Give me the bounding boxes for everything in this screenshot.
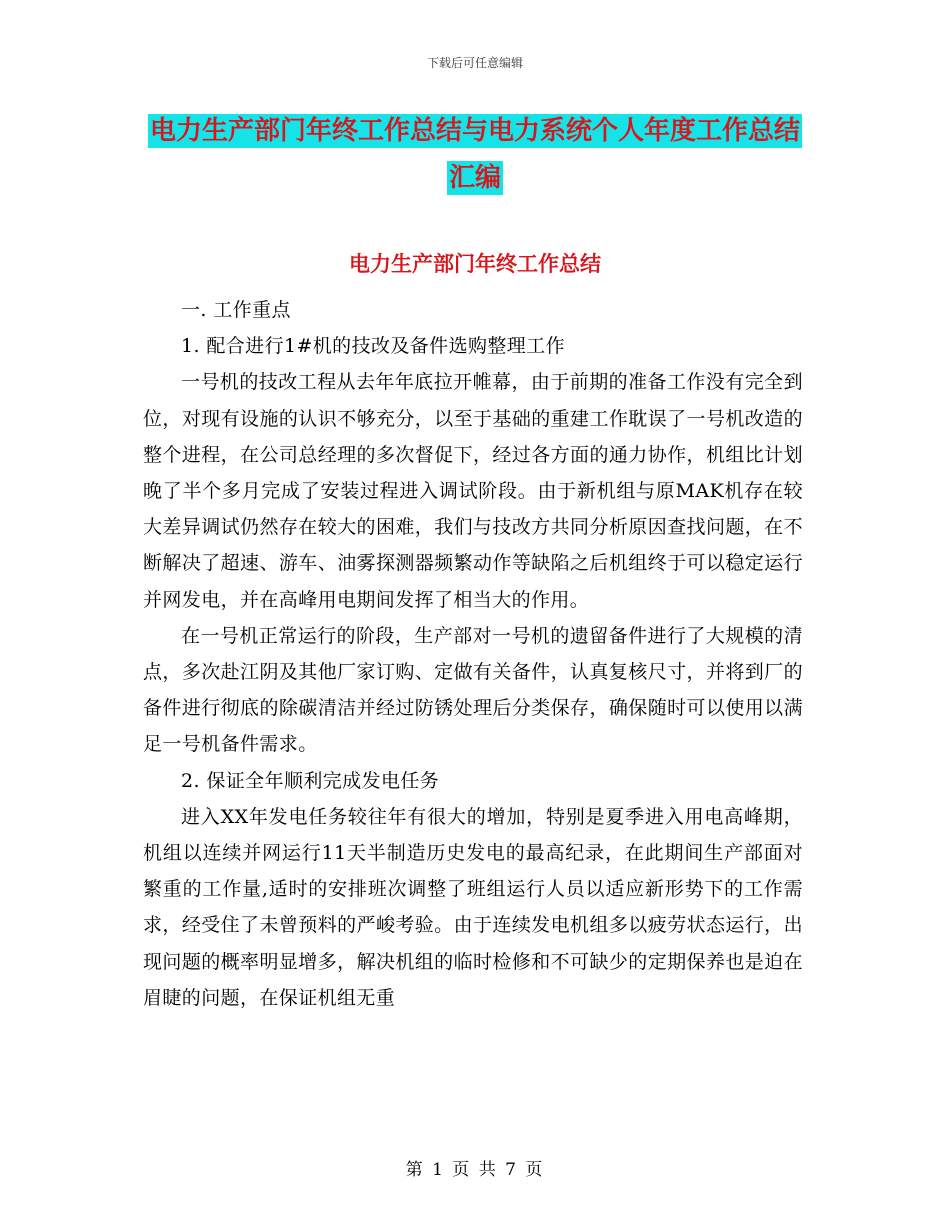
paragraph: 一号机的技改工程从去年年底拉开帷幕，由于前期的准备工作没有完全到位，对现有设施的认识不够充分，以至于基础的重建工作耽误了一号机改造的整个进程，在公司总经理的多次督促下，经过各方面的通力协作，机组比计划晚了半个多月完成了安装过程进入调试阶段。由于新机组与原MAK机存在较大差异调试仍然存在较大的困难，我们与技改方共同分析原因查找问题，在不断解决了超速、游车、油雾探测器频繁动作等缺陷之后机组终于可以稳定运行并网发电，并在高峰用电期间发挥了相当大的作用。 xyxy=(143,371,803,611)
section-title: 电力生产部门年终工作总结 xyxy=(349,252,601,276)
document-title xyxy=(140,108,810,202)
header-note: 下载后可任意编辑 xyxy=(426,56,523,70)
paragraph: 进入XX年发电任务较往年有很大的增加，特别是夏季进入用电高峰期，机组以连续并网运行11天半制造历史发电的最高纪录，在此期间生产部面对繁重的工作量,适时的安排班次调整了班组运行人员以适应新形势下的工作需求，经受住了未曾预料的严峻考验。由于连续发电机组多以疲劳状态运行，出现问题的概率明显增多，解决机组的临时检修和不可缺少的定期保养也是迫在眉睫的问题，在保证机组无重 xyxy=(143,805,803,1009)
document-title-text: 电力生产部门年终工作总结与电力系统个人年度工作总结汇编 xyxy=(149,116,800,193)
subheading-2: 2. 保证全年顺利完成发电任务 xyxy=(181,769,440,792)
paragraph: 在一号机正常运行的阶段，生产部对一号机的遗留备件进行了大规模的清点，多次赴江阴及其他厂家订购、定做有关备件，认真复核尺寸，并将到厂的备件进行彻底的除碳清洁并经过防锈处理后分类保存，确保随时可以使用以满足一号机备件需求。 xyxy=(143,624,803,756)
page-footer: 第 1 页 共 7 页 xyxy=(405,1160,545,1180)
heading-work-focus: 一. 工作重点 xyxy=(181,299,291,321)
subheading-1: 1. 配合进行1#机的技改及备件选购整理工作 xyxy=(181,335,565,358)
document-body xyxy=(143,292,803,1016)
